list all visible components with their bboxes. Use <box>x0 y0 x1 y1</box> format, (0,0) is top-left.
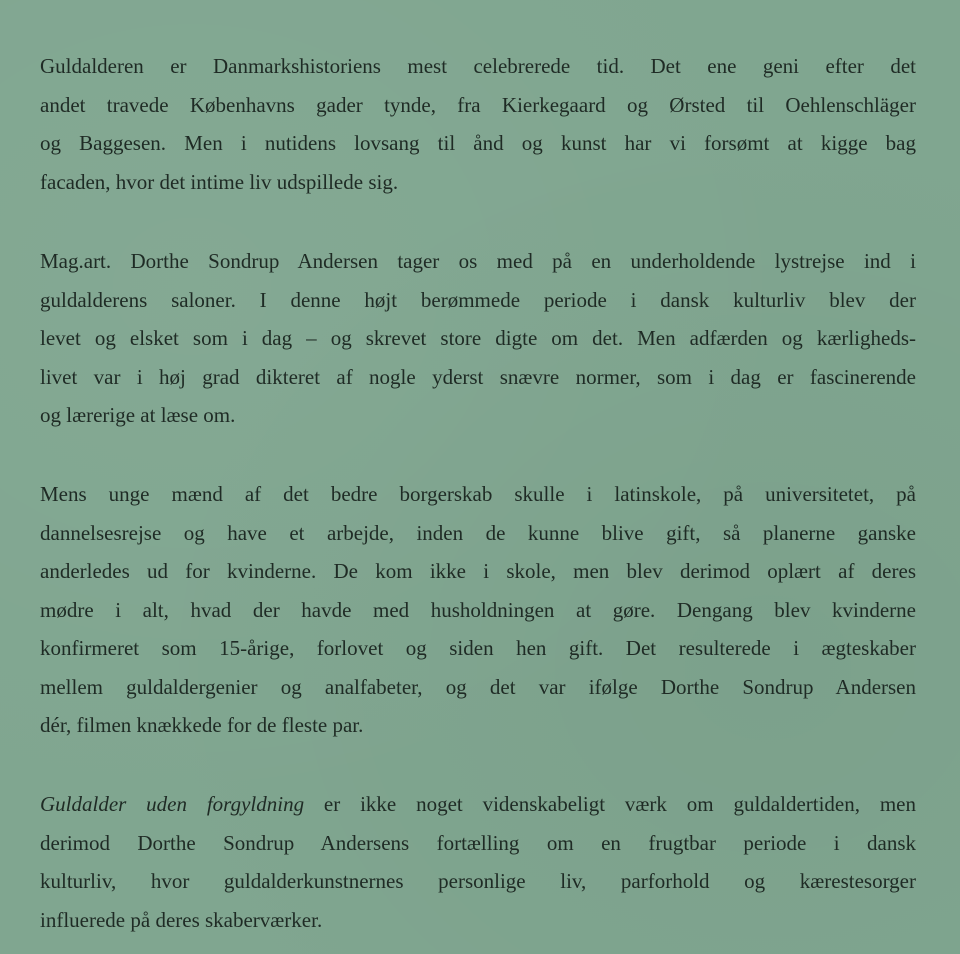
text-line: kulturliv, hvor guldalderkunstnernes personlige liv, parforhold og kærestesorger <box>40 869 916 893</box>
text-fragment: er ikke noget videnskabeligt værk om guldaldertiden, men <box>304 792 916 816</box>
text-line: mødre i alt, hvad der havde med husholdningen at gøre. Dengang blev kvinderne <box>40 597 916 622</box>
paragraph-author <box>40 242 916 435</box>
text-line: Guldalderen er Danmarkshistoriens mest celebrerede tid. Det ene geni efter det <box>40 54 916 78</box>
text-line: derimod Dorthe Sondrup Andersens fortælling om en frugtbar periode i dansk <box>40 830 916 855</box>
text-line: livet var i høj grad dikteret af nogle yderst snævre normer, som i dag er fascinerende <box>40 364 916 389</box>
paragraph-gender-roles <box>40 475 916 745</box>
book-title: Guldalder uden forgyldning <box>40 792 305 816</box>
text-line: levet og elsket som i dag – og skrevet store digte om det. Men adfærden og kærligheds- <box>40 326 916 350</box>
text-line: mellem guldaldergenier og analfabeter, og det var ifølge Dorthe Sondrup Andersen <box>40 674 916 699</box>
text-line: Mens unge mænd af det bedre borgerskab skulle i latinskole, på universitetet, på <box>40 482 916 506</box>
text-line: og Baggesen. Men i nutidens lovsang til ånd og kunst har vi forsømt at kigge bag <box>40 131 916 155</box>
text-line: influerede på deres skaberværker. <box>40 907 323 932</box>
text-line: Mag.art. Dorthe Sondrup Andersen tager os med på en underholdende lystrejse ind i <box>40 249 916 273</box>
text-line: og lærerige at læse om. <box>40 403 236 427</box>
text-line: anderledes ud for kvinderne. De kom ikke i skole, men blev derimod oplært af deres <box>40 559 916 583</box>
text-line: guldalderens saloner. I denne højt berømmede periode i dansk kulturliv blev der <box>40 287 916 312</box>
paragraph-summary <box>40 785 916 939</box>
text-line: facaden, hvor det intime liv udspillede sig. <box>40 169 399 194</box>
text-line: dannelsesrejse og have et arbejde, inden de kunne blive gift, så planerne ganske <box>40 520 916 545</box>
text-line: konfirmeret som 15-årige, forlovet og siden hen gift. Det resulterede i ægteskaber <box>40 636 916 660</box>
text-line: dér, filmen knækkede for de fleste par. <box>40 713 364 737</box>
text-line: andet travede Københavns gader tynde, fra Kierkegaard og Ørsted til Oehlenschläger <box>40 92 916 117</box>
text-line <box>40 785 916 824</box>
paragraph-intro <box>40 47 916 201</box>
